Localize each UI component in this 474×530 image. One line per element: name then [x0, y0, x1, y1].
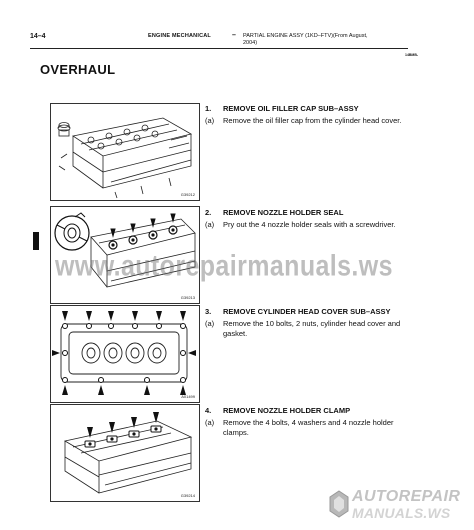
step-3-body [205, 319, 425, 339]
header-title [243, 33, 393, 46]
step-2-heading [205, 208, 425, 217]
step-2 [205, 208, 425, 230]
step-3 [205, 307, 425, 339]
header-divider [30, 48, 408, 49]
header-separator: – [232, 32, 236, 39]
step-3-sub-label: (a) [205, 319, 215, 328]
step-1-text: Remove the oil filler cap from the cylinder head cover. [223, 116, 402, 125]
figure-nozzle-holder-clamp [50, 404, 200, 502]
step-4-title: REMOVE NOZZLE HOLDER CLAMP [223, 406, 351, 415]
step-3-number: 3. [205, 307, 212, 316]
page-number: 14–4 [30, 33, 46, 40]
figure-code: G39214 [180, 493, 195, 498]
header-code: 14BMB- [405, 53, 419, 57]
step-4-sub-label: (a) [205, 418, 215, 427]
step-2-sub-label: (a) [205, 220, 215, 229]
figure-code: A01499 [181, 394, 195, 399]
step-2-text: Pry out the 4 nozzle holder seals with a screwdriver. [223, 220, 396, 229]
step-2-body [205, 220, 425, 230]
header-title-line2: 2004) [243, 39, 258, 46]
step-1-sub-label: (a) [205, 116, 215, 125]
site-logo [328, 485, 466, 523]
figure-cylinder-head-cover [50, 305, 200, 403]
figure-code: G39212 [180, 192, 195, 197]
step-2-number: 2. [205, 208, 212, 217]
logo-line-2: MANUALS.WS [352, 505, 451, 521]
logo-emblem-icon [328, 489, 350, 519]
step-3-text-line2: gasket. [223, 329, 248, 338]
step-1-number: 1. [205, 104, 212, 113]
section-name: ENGINE MECHANICAL [148, 33, 211, 39]
step-4-heading [205, 406, 425, 415]
figure-code: G39213 [180, 295, 195, 300]
header-title-line1: PARTIAL ENGINE ASSY (1KD–FTV)(From August, [243, 33, 368, 39]
step-1-title: REMOVE OIL FILLER CAP SUB–ASSY [223, 104, 359, 113]
step-4-text-line2: clamps. [223, 428, 249, 437]
step-1-heading [205, 104, 425, 113]
step-1-body [205, 116, 425, 126]
nozzle-clamp-illustration [51, 405, 199, 501]
step-2-title: REMOVE NOZZLE HOLDER SEAL [223, 208, 344, 217]
step-4 [205, 406, 425, 438]
figure-oil-filler-cap [50, 103, 200, 201]
logo-line-1: AUTOREPAIR [352, 488, 461, 505]
step-1 [205, 104, 425, 126]
step-4-number: 4. [205, 406, 212, 415]
step-3-text-line1: Remove the 10 bolts, 2 nuts, cylinder head cover and [223, 319, 401, 328]
watermark-text: www.autorepairmanuals.ws [55, 249, 393, 283]
engine-top-illustration [51, 104, 199, 200]
step-4-body [205, 418, 425, 438]
page-title: OVERHAUL [40, 62, 116, 77]
section-tab-marker [33, 232, 39, 250]
step-4-text-line1: Remove the 4 bolts, 4 washers and 4 nozzle holder [223, 418, 394, 427]
head-cover-illustration [51, 306, 199, 402]
step-3-heading [205, 307, 425, 316]
step-3-title: REMOVE CYLINDER HEAD COVER SUB–ASSY [223, 307, 391, 316]
